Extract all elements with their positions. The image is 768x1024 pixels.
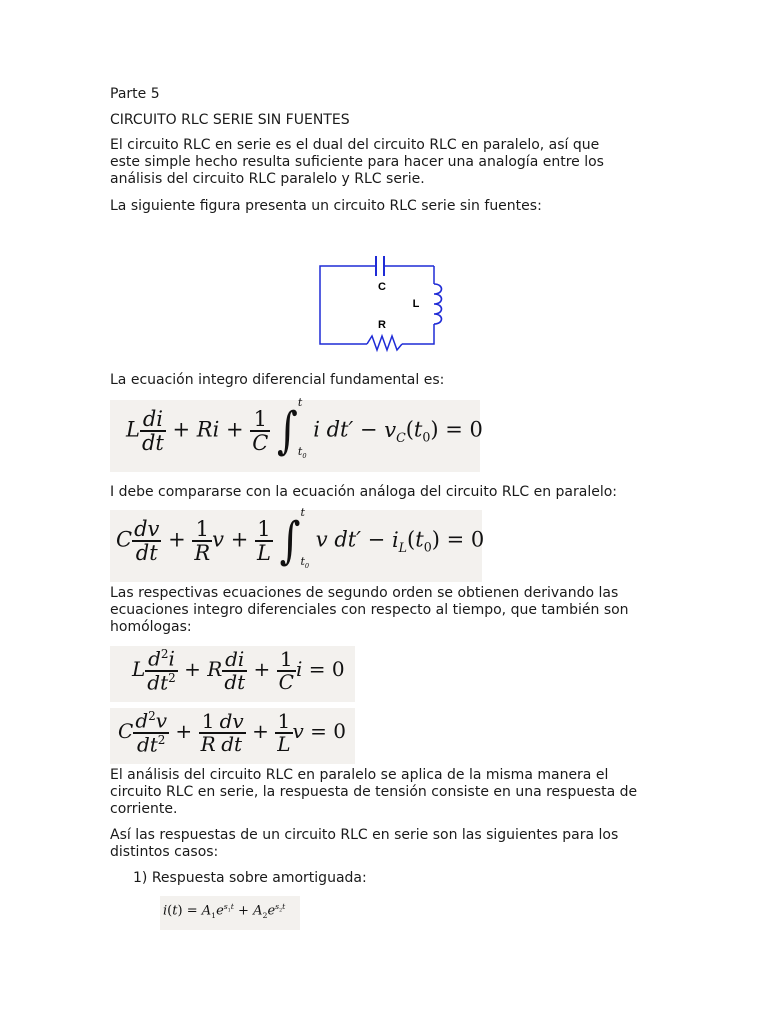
- rlc-series-circuit-diagram: [312, 250, 462, 358]
- paragraph-compare-parallel: I debe compararse con la ecuación análoga del circuito RLC en paralelo:: [110, 484, 617, 500]
- paragraph-series-responses: Así las respuestas de un circuito RLC en serie son las siguientes para los distintos casos:: [110, 827, 619, 860]
- inductor-label: L: [412, 298, 420, 310]
- equation-parallel-integro-differential: C $\frac{dv}{dt}$ + $\frac{1}{R}$ v + $\frac{1}{L}$ ∫ t $t_0$ v $dt' - i_L(t_0) = 0$: [110, 510, 482, 582]
- section-part-label: Parte 5: [110, 86, 160, 102]
- paragraph-intro: El circuito RLC en serie es el dual del circuito RLC en paralelo, así que este simple hecho resulta suficiente para hacer una analogía entre los análisis del circuito RLC paralelo y RLC serie.: [110, 137, 604, 187]
- section-title: CIRCUITO RLC SERIE SIN FUENTES: [110, 112, 350, 128]
- paragraph-parallel-analysis: El análisis del circuito RLC en paralelo se aplica de la misma manera el circuito RLC en serie, la respuesta de tensión consiste en una respuesta de corriente.: [110, 767, 638, 817]
- equation-series-second-order: L $\frac{d^2i}{dt^2}$ + R $\frac{di}{dt}$ + $\frac{1}{C}$ i = 0: [110, 646, 355, 702]
- resistor-label: R: [378, 319, 386, 331]
- capacitor-label: C: [378, 281, 386, 293]
- list-item-overdamped: 1) Respuesta sobre amortiguada:: [133, 870, 367, 886]
- equation-overdamped-response: $i(t) = A_1e^{s_1t} + A_2e^{s_2t}$: [160, 896, 300, 930]
- equation-parallel-second-order: C $\frac{d^2v}{dt^2}$ + $\frac{1}{R}$ $\frac{dv}{dt}$ + $\frac{1}{L}$ v = 0: [110, 708, 355, 764]
- circuit-wires: [320, 256, 442, 350]
- equation-series-integro-differential: L $\frac{di}{dt}$ + Ri + $\frac{1}{C}$ ∫ t $t_0$ i $dt' - v_C(t_0) = 0$: [110, 400, 480, 472]
- paragraph-second-order: Las respectivas ecuaciones de segundo orden se obtienen derivando las ecuaciones integro diferenciales con respecto al tiempo, que también son homólogas:: [110, 585, 629, 635]
- paragraph-fundamental-eq: La ecuación integro diferencial fundamental es:: [110, 372, 445, 388]
- paragraph-figure-intro: La siguiente figura presenta un circuito RLC serie sin fuentes:: [110, 198, 542, 214]
